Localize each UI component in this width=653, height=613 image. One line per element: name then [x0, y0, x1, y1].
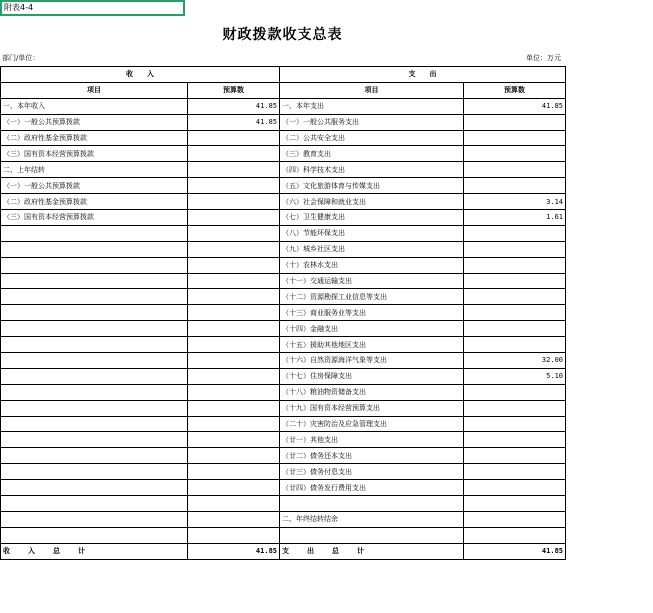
- expense-value-cell[interactable]: [464, 289, 566, 305]
- expense-item-cell[interactable]: （九）城乡社区支出: [280, 241, 464, 257]
- expense-item-cell[interactable]: （三）教育支出: [280, 146, 464, 162]
- table-row: [1, 511, 566, 527]
- table-row: [1, 114, 566, 130]
- income-item-cell[interactable]: [1, 321, 188, 337]
- table-row: [1, 194, 566, 210]
- expense-item-cell[interactable]: （廿一）其他支出: [280, 432, 464, 448]
- income-item-col-header[interactable]: 项目: [1, 82, 188, 98]
- income-value-cell[interactable]: [188, 527, 280, 543]
- expense-item-cell[interactable]: （十九）国有资本经营预算支出: [280, 400, 464, 416]
- table-row: [1, 130, 566, 146]
- expense-item-cell[interactable]: （十四）金融支出: [280, 321, 464, 337]
- expense-item-col-header[interactable]: 项目: [280, 82, 464, 98]
- income-value-cell[interactable]: [188, 321, 280, 337]
- expense-value-cell[interactable]: [464, 416, 566, 432]
- table-row: [1, 368, 566, 384]
- expense-value-cell[interactable]: [464, 400, 566, 416]
- income-item-cell[interactable]: [1, 464, 188, 480]
- income-item-cell[interactable]: （三）国有资本经营预算拨款: [1, 146, 188, 162]
- income-budget-col-header[interactable]: 预算数: [188, 82, 280, 98]
- table-row: [1, 353, 566, 369]
- expense-item-cell[interactable]: [280, 496, 464, 512]
- expense-item-cell[interactable]: （廿三）债务付息支出: [280, 464, 464, 480]
- selected-cell-a1[interactable]: 附表4-4: [0, 0, 185, 16]
- income-item-cell[interactable]: [1, 273, 188, 289]
- expense-total-label[interactable]: 支出总计: [280, 543, 464, 559]
- income-value-cell[interactable]: [188, 368, 280, 384]
- table-row: [1, 305, 566, 321]
- expense-item-cell[interactable]: （十八）粮油物资储备支出: [280, 384, 464, 400]
- table-row: [1, 480, 566, 496]
- table-row: [1, 257, 566, 273]
- income-total-value[interactable]: 41.85: [188, 543, 280, 559]
- expense-value-cell[interactable]: [464, 305, 566, 321]
- expense-item-cell[interactable]: （十一）交通运输支出: [280, 273, 464, 289]
- income-value-cell[interactable]: [188, 305, 280, 321]
- income-value-cell[interactable]: [188, 162, 280, 178]
- expense-budget-col-header[interactable]: 预算数: [464, 82, 566, 98]
- table-row: [1, 527, 566, 543]
- expense-item-cell[interactable]: （六）社会保障和就业支出: [280, 194, 464, 210]
- table-row: [1, 289, 566, 305]
- dept-label: 部门/单位：: [2, 54, 40, 62]
- expense-value-cell[interactable]: [464, 146, 566, 162]
- expense-item-cell[interactable]: 二、年终结转结余: [280, 511, 464, 527]
- income-value-cell[interactable]: [188, 511, 280, 527]
- income-item-cell[interactable]: [1, 416, 188, 432]
- table-row: [1, 416, 566, 432]
- expense-total-value[interactable]: 41.85: [464, 543, 566, 559]
- income-value-cell[interactable]: [188, 130, 280, 146]
- income-item-cell[interactable]: [1, 432, 188, 448]
- income-value-cell[interactable]: [188, 448, 280, 464]
- income-item-cell[interactable]: [1, 448, 188, 464]
- expense-value-cell[interactable]: [464, 321, 566, 337]
- income-value-cell[interactable]: [188, 480, 280, 496]
- table-row: [1, 432, 566, 448]
- section-header-row: [1, 67, 566, 83]
- unit-label: 单位：万元: [526, 54, 561, 62]
- income-item-cell[interactable]: [1, 384, 188, 400]
- table-row: [1, 384, 566, 400]
- income-value-cell[interactable]: 41.85: [188, 98, 280, 114]
- income-item-cell[interactable]: [1, 225, 188, 241]
- expense-item-cell[interactable]: （七）卫生健康支出: [280, 210, 464, 226]
- page-title: 财政拨款收支总表: [222, 27, 343, 43]
- income-value-cell[interactable]: [188, 432, 280, 448]
- table-row: [1, 496, 566, 512]
- expense-item-cell[interactable]: （廿二）债务还本支出: [280, 448, 464, 464]
- income-item-cell[interactable]: [1, 527, 188, 543]
- income-item-cell[interactable]: [1, 289, 188, 305]
- table-row: [1, 337, 566, 353]
- table-row: [1, 162, 566, 178]
- income-item-cell[interactable]: [1, 337, 188, 353]
- expense-item-cell[interactable]: （八）节能环保支出: [280, 225, 464, 241]
- expense-value-cell[interactable]: [464, 527, 566, 543]
- income-value-cell[interactable]: [188, 225, 280, 241]
- expense-item-cell[interactable]: 一、本年支出: [280, 98, 464, 114]
- expense-item-cell[interactable]: （十二）资源勘探工业信息等支出: [280, 289, 464, 305]
- column-header-row: [1, 82, 566, 98]
- expense-value-cell[interactable]: [464, 337, 566, 353]
- income-item-cell[interactable]: （二）政府性基金预算拨款: [1, 194, 188, 210]
- income-item-cell[interactable]: [1, 305, 188, 321]
- income-value-cell[interactable]: [188, 353, 280, 369]
- income-value-cell[interactable]: [188, 257, 280, 273]
- expense-value-cell[interactable]: [464, 480, 566, 496]
- income-value-cell[interactable]: [188, 289, 280, 305]
- expense-value-cell[interactable]: [464, 178, 566, 194]
- expense-value-cell[interactable]: [464, 464, 566, 480]
- income-item-cell[interactable]: （三）国有资本经营预算拨款: [1, 210, 188, 226]
- expense-item-cell[interactable]: （二）公共安全支出: [280, 130, 464, 146]
- income-item-cell[interactable]: [1, 241, 188, 257]
- table-row: [1, 273, 566, 289]
- income-value-cell[interactable]: [188, 210, 280, 226]
- expense-item-cell[interactable]: （二十）灾害防治及应急管理支出: [280, 416, 464, 432]
- table-row: [1, 178, 566, 194]
- table-row: [1, 225, 566, 241]
- expense-value-cell[interactable]: [464, 162, 566, 178]
- income-header[interactable]: 收 入: [1, 67, 280, 83]
- expense-value-cell[interactable]: [464, 448, 566, 464]
- income-value-cell[interactable]: [188, 496, 280, 512]
- income-item-cell[interactable]: [1, 353, 188, 369]
- income-item-cell[interactable]: （二）政府性基金预算拨款: [1, 130, 188, 146]
- expense-value-cell[interactable]: [464, 384, 566, 400]
- expense-value-cell[interactable]: [464, 496, 566, 512]
- table-row: [1, 321, 566, 337]
- expense-value-cell[interactable]: [464, 130, 566, 146]
- table-row: [1, 464, 566, 480]
- income-item-cell[interactable]: 一、本年收入: [1, 98, 188, 114]
- income-total-label[interactable]: 收入总计: [1, 543, 188, 559]
- expense-value-cell[interactable]: [464, 432, 566, 448]
- income-value-cell[interactable]: [188, 464, 280, 480]
- expense-value-cell[interactable]: [464, 273, 566, 289]
- table-row: [1, 400, 566, 416]
- totals-row: [1, 543, 566, 559]
- income-value-cell[interactable]: [188, 194, 280, 210]
- expense-item-cell[interactable]: （廿四）债务发行费用支出: [280, 480, 464, 496]
- expense-value-cell[interactable]: 1.61: [464, 210, 566, 226]
- expense-value-cell[interactable]: [464, 511, 566, 527]
- expense-item-cell[interactable]: （十七）住房保障支出: [280, 368, 464, 384]
- expense-item-cell[interactable]: （五）文化旅游体育与传媒支出: [280, 178, 464, 194]
- expense-value-cell[interactable]: [464, 257, 566, 273]
- income-item-cell[interactable]: 二、上年结转: [1, 162, 188, 178]
- table-row: [1, 98, 566, 114]
- income-value-cell[interactable]: [188, 400, 280, 416]
- income-item-cell[interactable]: [1, 368, 188, 384]
- income-item-cell[interactable]: [1, 400, 188, 416]
- income-item-cell[interactable]: [1, 496, 188, 512]
- table-row: [1, 448, 566, 464]
- income-item-cell[interactable]: （一）一般公共预算拨款: [1, 114, 188, 130]
- expense-value-cell[interactable]: [464, 241, 566, 257]
- expense-value-cell[interactable]: [464, 225, 566, 241]
- expense-item-cell[interactable]: （四）科学技术支出: [280, 162, 464, 178]
- expense-item-cell[interactable]: （一）一般公共服务支出: [280, 114, 464, 130]
- expense-value-cell[interactable]: [464, 114, 566, 130]
- table-row: [1, 241, 566, 257]
- expense-value-cell[interactable]: 3.14: [464, 194, 566, 210]
- income-value-cell[interactable]: [188, 146, 280, 162]
- income-value-cell[interactable]: [188, 273, 280, 289]
- expense-value-cell[interactable]: 41.85: [464, 98, 566, 114]
- income-value-cell[interactable]: [188, 416, 280, 432]
- expense-value-cell[interactable]: 32.00: [464, 353, 566, 369]
- table-row: [1, 146, 566, 162]
- income-item-cell[interactable]: （一）一般公共预算拨款: [1, 178, 188, 194]
- expense-value-cell[interactable]: 5.10: [464, 368, 566, 384]
- expense-header[interactable]: 支 出: [280, 67, 566, 83]
- income-value-cell[interactable]: [188, 241, 280, 257]
- income-value-cell[interactable]: [188, 384, 280, 400]
- expense-item-cell[interactable]: （十三）商业服务业等支出: [280, 305, 464, 321]
- income-value-cell[interactable]: [188, 178, 280, 194]
- expense-item-cell[interactable]: （十六）自然资源海洋气象等支出: [280, 353, 464, 369]
- income-value-cell[interactable]: 41.85: [188, 114, 280, 130]
- table-row: [1, 210, 566, 226]
- income-item-cell[interactable]: [1, 480, 188, 496]
- expense-item-cell[interactable]: [280, 527, 464, 543]
- income-value-cell[interactable]: [188, 337, 280, 353]
- income-item-cell[interactable]: [1, 257, 188, 273]
- income-item-cell[interactable]: [1, 511, 188, 527]
- expense-item-cell[interactable]: （十五）援助其他地区支出: [280, 337, 464, 353]
- expense-item-cell[interactable]: （十）农林水支出: [280, 257, 464, 273]
- finance-table: [0, 66, 566, 560]
